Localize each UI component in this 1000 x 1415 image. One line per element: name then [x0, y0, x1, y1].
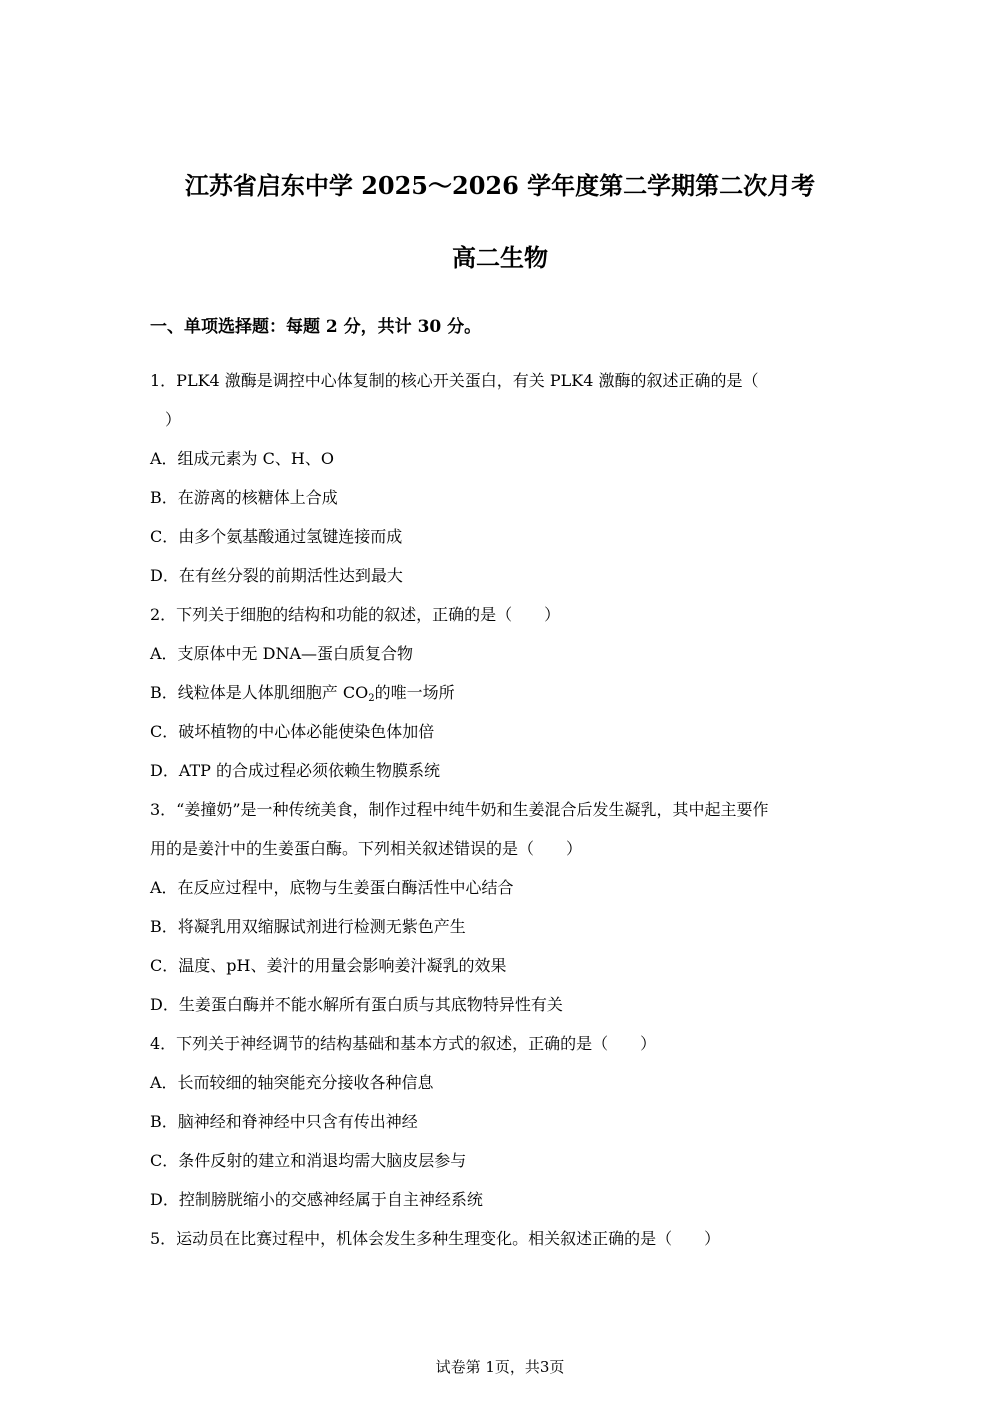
question-2-option-a: A．支原体中无 DNA—蛋白质复合物: [150, 644, 414, 663]
question-4-option-c: C．条件反射的建立和消退均需大脑皮层参与: [150, 1151, 467, 1170]
question-2-stem: 2．下列关于细胞的结构和功能的叙述，正确的是（ ）: [150, 605, 561, 624]
question-1-stem-cont: ）: [165, 410, 182, 429]
question-5-stem: 5．运动员在比赛过程中，机体会发生多种生理变化。相关叙述正确的是（ ）: [150, 1229, 721, 1248]
page-number: 试卷第 1页，共3页: [435, 1358, 565, 1376]
question-2-option-b: [150, 681, 860, 711]
co2-subscript: 2: [368, 693, 375, 704]
question-4-option-d: D．控制膀胱缩小的交感神经属于自主神经系统: [150, 1190, 483, 1209]
question-2-option-b-text: B．线粒体是人体肌细胞产 CO: [150, 683, 369, 702]
question-3-stem: 3．“姜撞奶”是一种传统美食，制作过程中纯牛奶和生姜混合后发生凝乳，其中起主要作: [150, 800, 769, 819]
question-3-option-a: A．在反应过程中，底物与生姜蛋白酶活性中心结合: [150, 878, 514, 897]
question-3-option-b: B．将凝乳用双缩脲试剂进行检测无紫色产生: [150, 917, 466, 936]
exam-subject: 高二生物: [452, 243, 548, 272]
question-4-stem: 4．下列关于神经调节的结构基础和基本方式的叙述，正确的是（ ）: [150, 1034, 657, 1053]
question-1-option-c: C．由多个氨基酸通过氢键连接而成: [150, 527, 403, 546]
question-2-option-b-tail: 的唯一场所: [374, 683, 455, 702]
question-3-stem-cont: 用的是姜汁中的生姜蛋白酶。下列相关叙述错误的是（ ）: [150, 839, 583, 858]
question-1-option-a: A．组成元素为 C、H、O: [150, 449, 334, 468]
question-2-option-d: D．ATP 的合成过程必须依赖生物膜系统: [150, 761, 441, 780]
question-3-option-c: C．温度、pH、姜汁的用量会影响姜汁凝乳的效果: [150, 956, 507, 975]
question-2-option-c: C．破坏植物的中心体必能使染色体加倍: [150, 722, 435, 741]
question-4-option-b: B．脑神经和脊神经中只含有传出神经: [150, 1112, 418, 1131]
question-1-option-d: D．在有丝分裂的前期活性达到最大: [150, 566, 403, 585]
question-4-option-a: A．长而较细的轴突能充分接收各种信息: [150, 1073, 434, 1092]
section-heading: 一、单项选择题：每题 2 分，共计 30 分。: [150, 317, 482, 337]
question-1-stem: 1．PLK4 激酶是调控中心体复制的核心开关蛋白，有关 PLK4 激酶的叙述正确的是（: [150, 371, 759, 390]
question-1-option-b: B．在游离的核糖体上合成: [150, 488, 338, 507]
question-3-option-d: D．生姜蛋白酶并不能水解所有蛋白质与其底物特异性有关: [150, 995, 563, 1014]
exam-title: 江苏省启东中学 2025～2026 学年度第二学期第二次月考: [184, 171, 816, 200]
